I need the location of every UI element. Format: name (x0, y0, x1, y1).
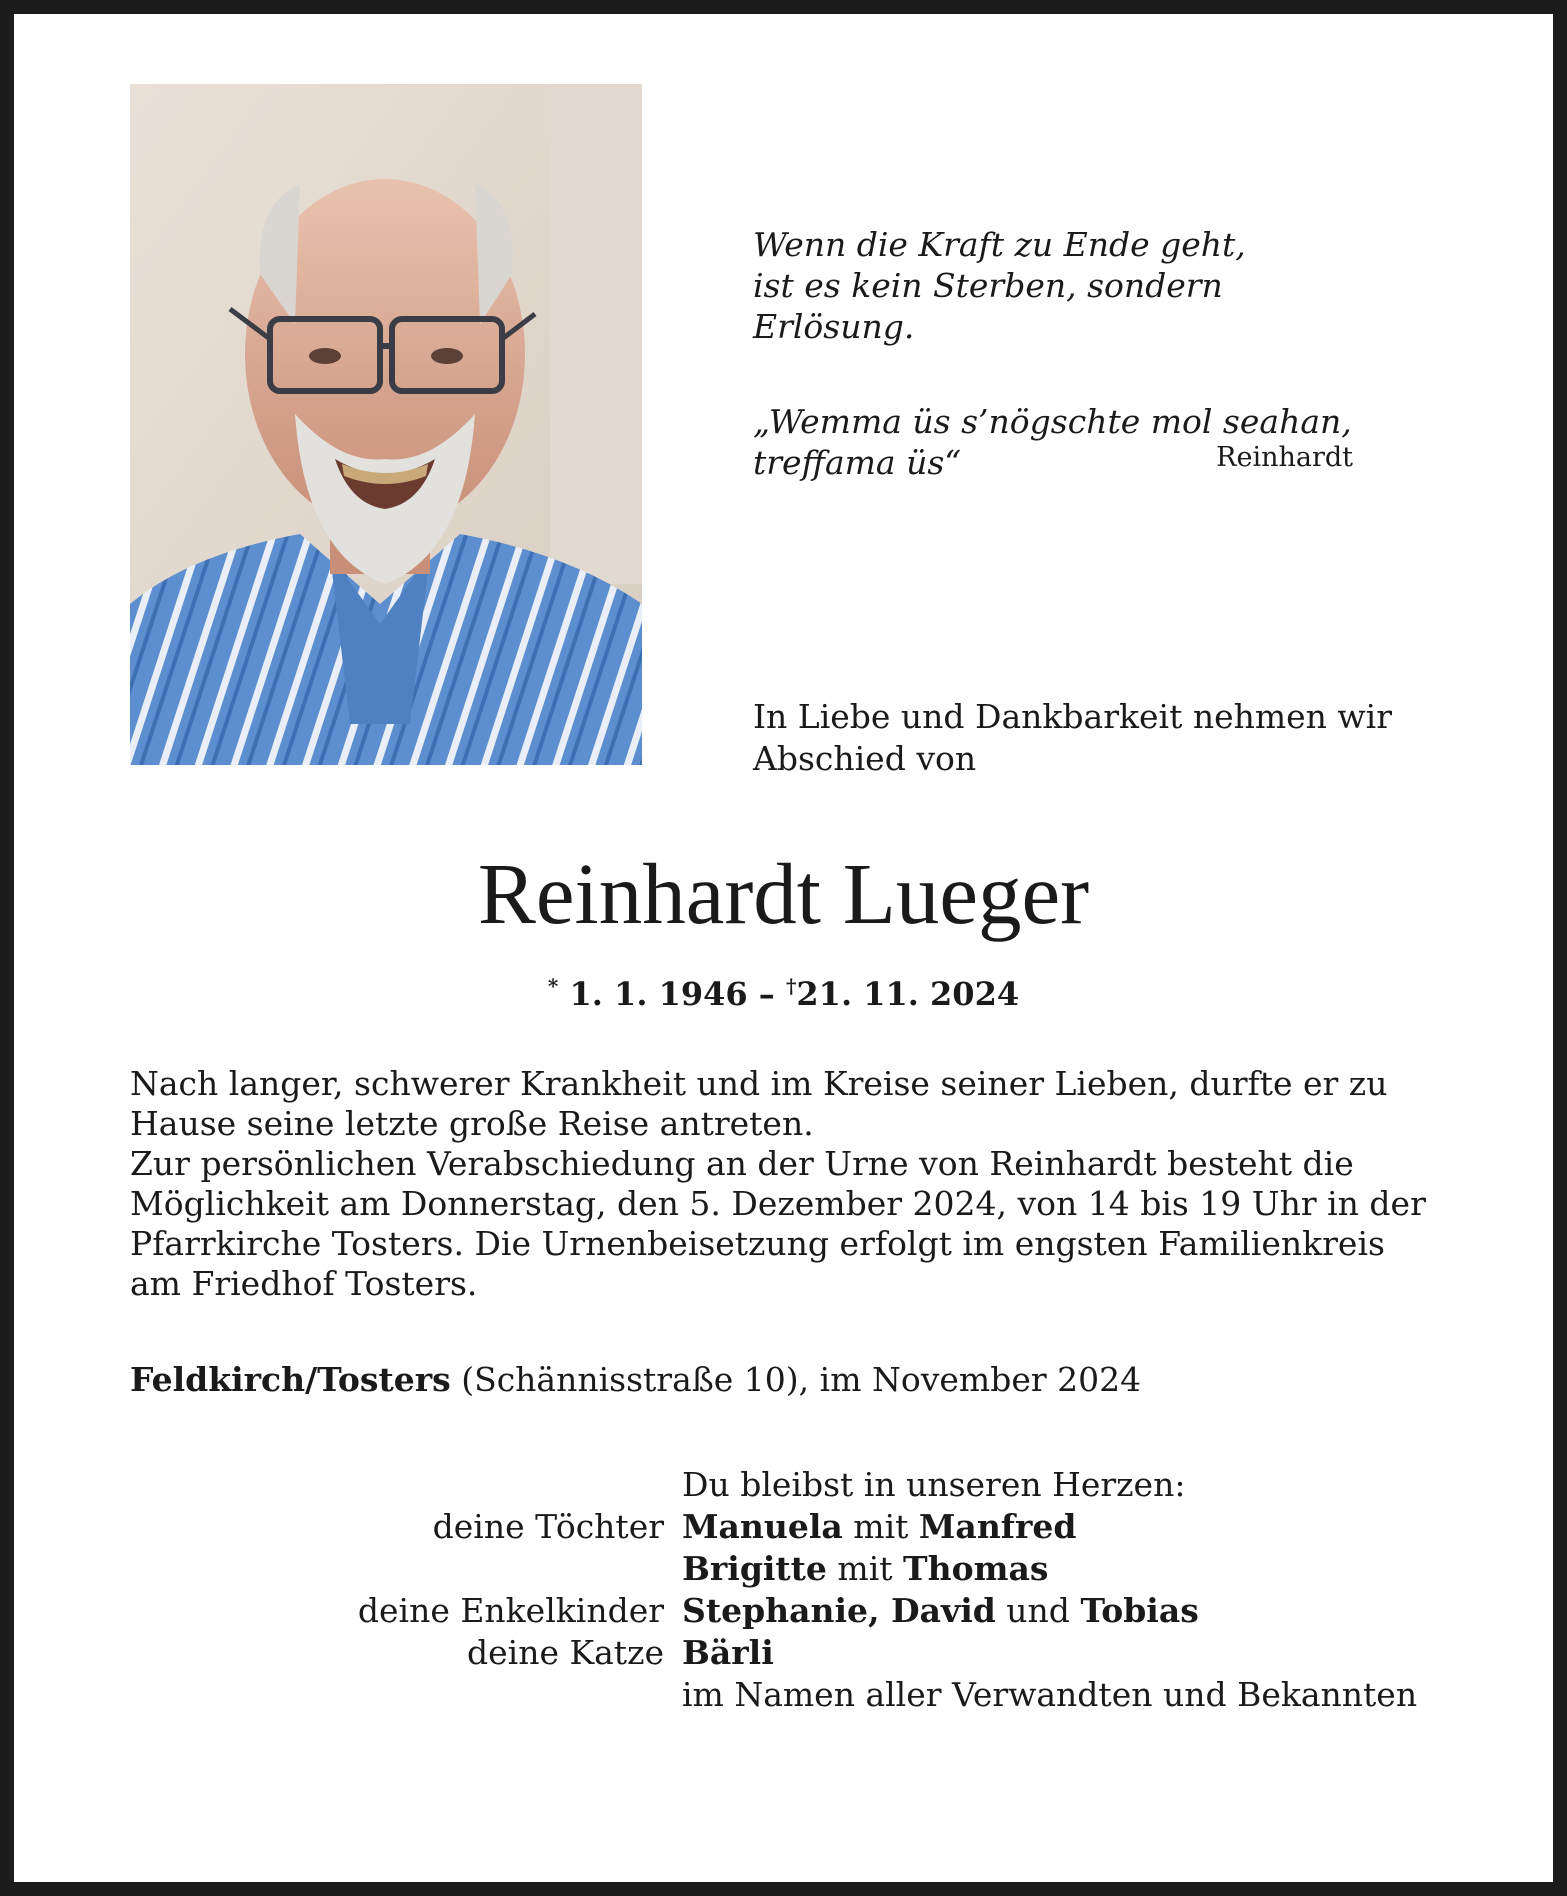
intro-line: In Liebe und Dankbarkeit nehmen wir (753, 697, 1393, 736)
quote-line: treffama üs“ (753, 443, 962, 482)
obituary-page (14, 14, 1553, 1882)
life-dates (14, 974, 1553, 1013)
grandchildren-label: deine Enkelkinder (357, 1591, 664, 1630)
place-details: (Schännisstraße 10), im November 2024 (450, 1360, 1142, 1399)
partner-name: Thomas (903, 1549, 1049, 1588)
daughter-entry (682, 1506, 1430, 1548)
place-town: Feldkirch/Tosters (130, 1360, 451, 1399)
daughter-entry (682, 1548, 1430, 1590)
body-line: Hause seine letzte große Reise antreten. (130, 1104, 814, 1143)
date-dash: – (747, 975, 786, 1013)
daughter-name: Brigitte (682, 1549, 827, 1588)
death-date: 21. 11. 2024 (796, 975, 1020, 1013)
quote-author: Reinhardt (1216, 442, 1353, 473)
connector-text: mit (842, 1507, 919, 1546)
connector-text: und (995, 1591, 1081, 1630)
mourners-heading: Du bleibst in unseren Herzen: (682, 1465, 1186, 1504)
portrait-illustration (130, 84, 642, 765)
daughter-name: Manuela (682, 1507, 843, 1546)
death-symbol: † (785, 974, 797, 998)
closing-line: im Namen aller Verwandten und Bekannten (682, 1675, 1418, 1714)
intro-line: Abschied von (753, 739, 977, 778)
quote-line: „Wemma üs s’nögschte mol seahan, (753, 402, 1352, 441)
birth-symbol: * (547, 974, 559, 998)
grandchildren-entry (682, 1590, 1430, 1632)
deceased-name: Reinhardt Lueger (477, 845, 1090, 942)
partner-name: Manfred (918, 1507, 1077, 1546)
grandchild-name: Tobias (1080, 1591, 1199, 1630)
body-line: Nach langer, schwerer Krankheit und im Kreise seiner Lieben, durfte er zu (130, 1064, 1388, 1103)
quote-line: ist es kein Sterben, sondern Erlösung. (753, 266, 1223, 346)
body-line: Zur persönlichen Verabschiedung an der Urne von Reinhardt besteht die (130, 1144, 1354, 1183)
place-and-date (130, 1360, 1430, 1399)
portrait-photo (130, 84, 642, 765)
cat-label: deine Katze (467, 1633, 664, 1672)
intro-text (753, 696, 1453, 780)
birth-date: 1. 1. 1946 (569, 975, 748, 1013)
body-line: Pfarrkirche Tosters. Die Urnenbeisetzung erfolgt im engsten Familienkreis (130, 1224, 1385, 1263)
announcement-text (130, 1064, 1430, 1304)
body-line: Möglichkeit am Donnerstag, den 5. Dezember 2024, von 14 bis 19 Uhr in der (130, 1184, 1426, 1223)
body-line: am Friedhof Tosters. (130, 1264, 478, 1303)
daughters-label: deine Töchter (432, 1507, 664, 1546)
mourners-list (130, 1464, 1430, 1716)
connector-text: mit (826, 1549, 904, 1588)
cat-name: Bärli (682, 1633, 774, 1672)
grandchildren-names: Stephanie, David (682, 1591, 996, 1630)
quote-line: Wenn die Kraft zu Ende geht, (753, 225, 1246, 264)
